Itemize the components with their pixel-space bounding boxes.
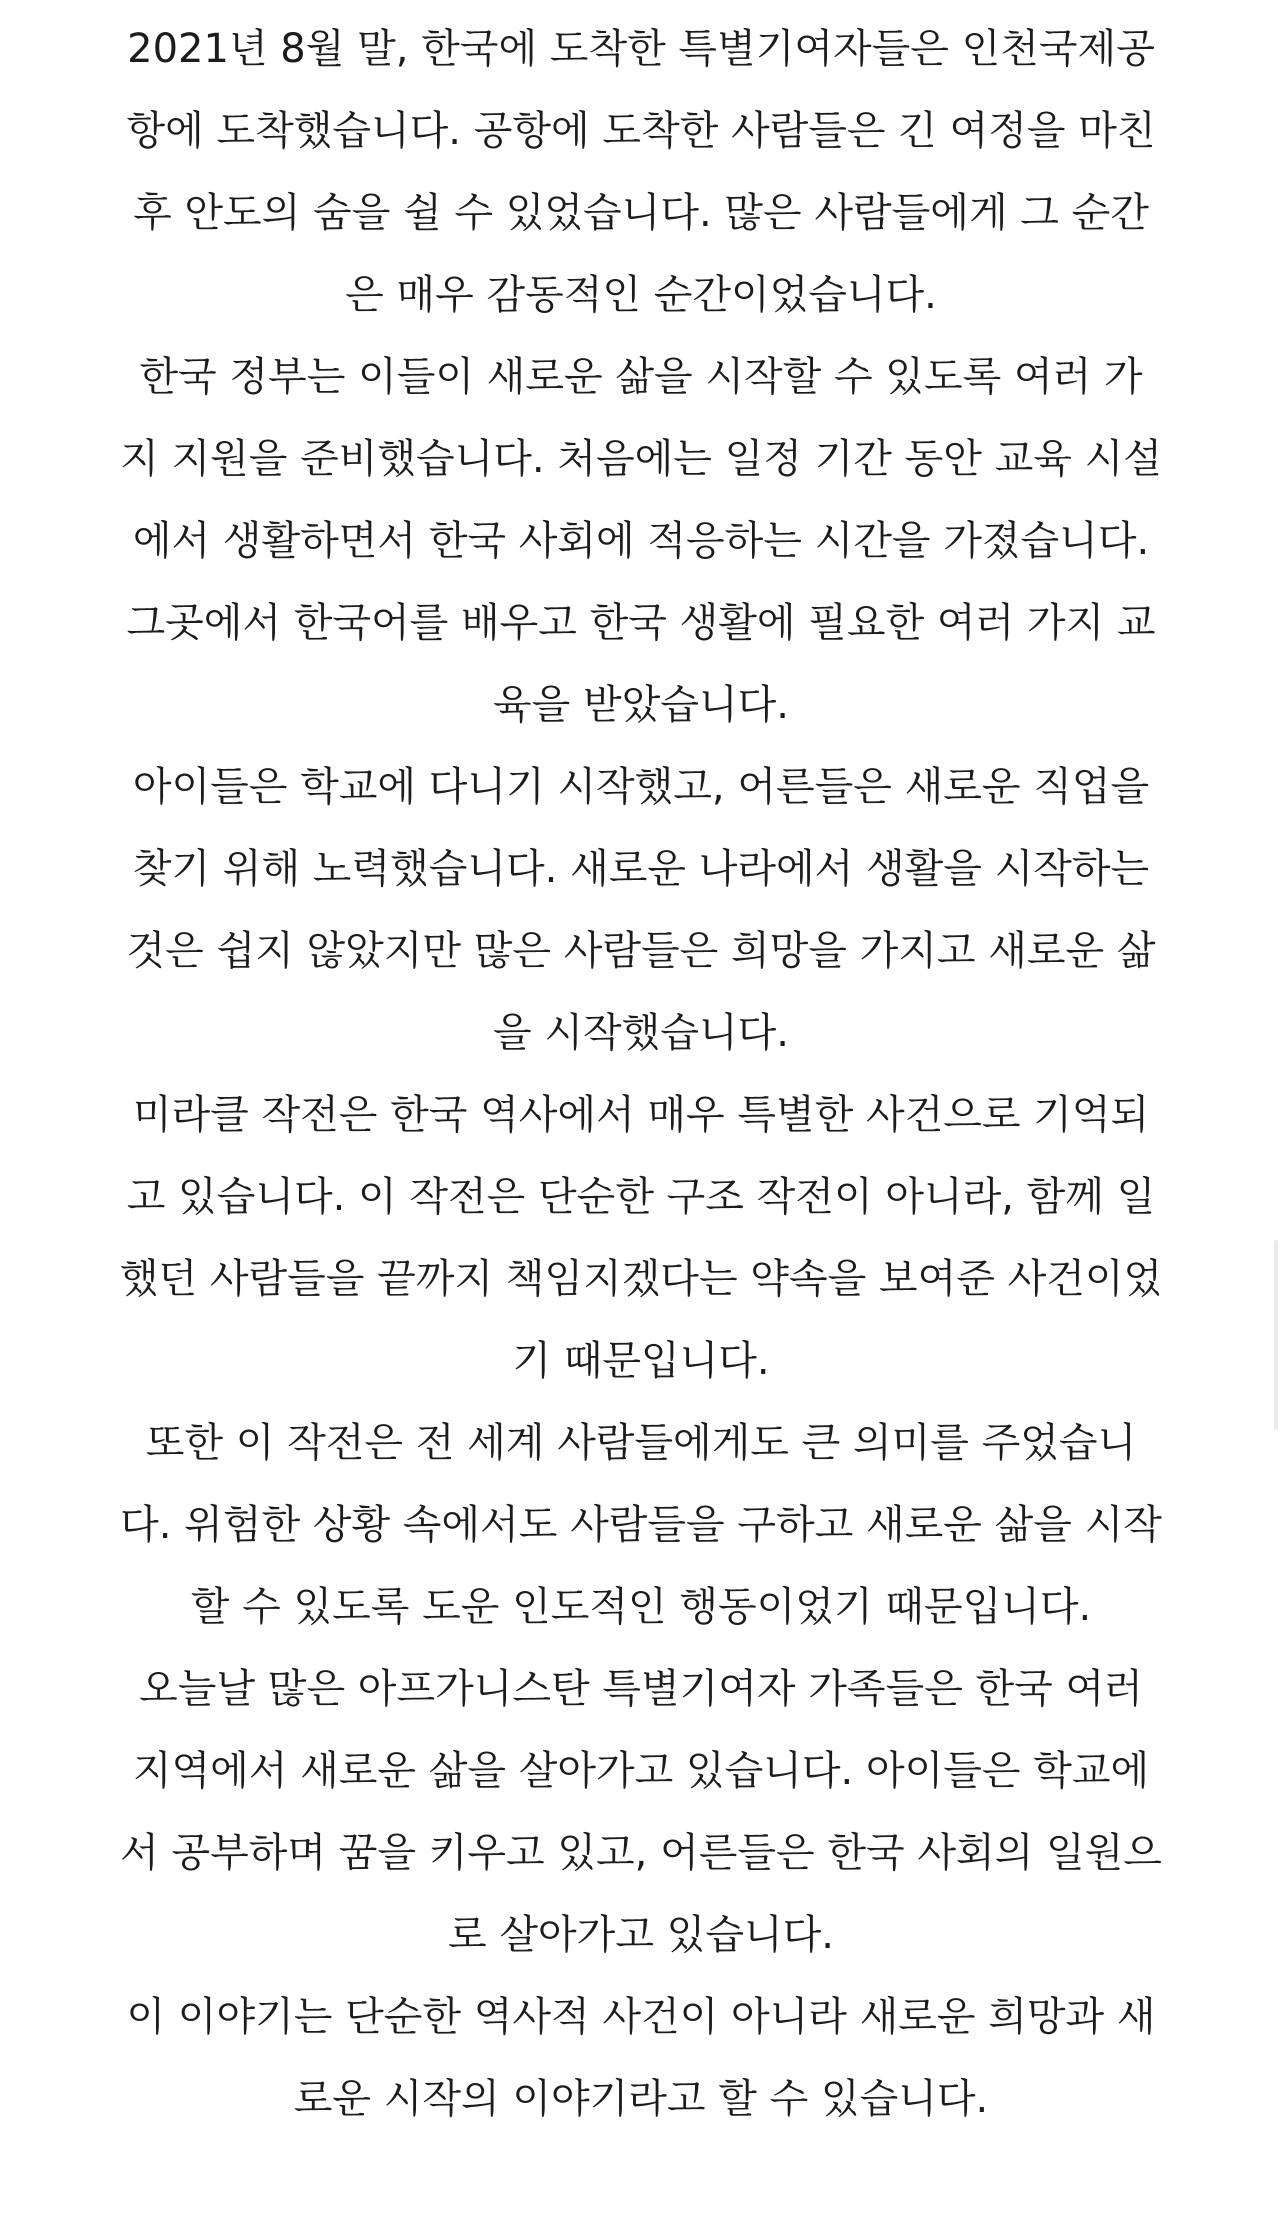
paragraph bbox=[54, 336, 1228, 746]
paragraph-line: 지 지원을 준비했습니다. 처음에는 일정 기간 동안 교육 시설 bbox=[120, 436, 1162, 482]
paragraph-line: 이 이야기는 단순한 역사적 사건이 아니라 새로운 희망과 새 bbox=[126, 1994, 1156, 2040]
paragraph-line: 서 공부하며 꿈을 키우고 있고, 어른들은 한국 사회의 일원으 bbox=[120, 1830, 1162, 1876]
paragraph-line: 그곳에서 한국어를 배우고 한국 생활에 필요한 여러 가지 교 bbox=[126, 600, 1156, 646]
paragraph-line: 했던 사람들을 끝까지 책임지겠다는 약속을 보여준 사건이었 bbox=[119, 1256, 1163, 1302]
paragraph-line: 항에 도착했습니다. 공항에 도착한 사람들은 긴 여정을 마친 bbox=[126, 108, 1156, 154]
paragraph-line: 미라클 작전은 한국 역사에서 매우 특별한 사건으로 기억되 bbox=[132, 1092, 1150, 1138]
paragraph-line: 을 시작했습니다. bbox=[493, 1010, 789, 1056]
paragraph bbox=[54, 1648, 1228, 1976]
paragraph-line: 한국 정부는 이들이 새로운 삶을 시작할 수 있도록 여러 가 bbox=[139, 354, 1143, 400]
paragraph-line: 로 살아가고 있습니다. bbox=[448, 1912, 834, 1958]
paragraph-line: 기 때문입니다. bbox=[512, 1338, 770, 1384]
paragraph-line: 다. 위험한 상황 속에서도 사람들을 구하고 새로운 삶을 시작 bbox=[120, 1502, 1162, 1548]
paragraph-line: 육을 받았습니다. bbox=[493, 682, 789, 728]
paragraph bbox=[54, 746, 1228, 1074]
paragraph-line: 후 안도의 숨을 쉴 수 있었습니다. 많은 사람들에게 그 순간 bbox=[133, 190, 1149, 236]
scrollbar-thumb[interactable] bbox=[1274, 1240, 1278, 1430]
paragraph-line: 오늘날 많은 아프가니스탄 특별기여자 가족들은 한국 여러 bbox=[139, 1666, 1143, 1712]
paragraph-line: 또한 이 작전은 전 세계 사람들에게도 큰 의미를 주었습니 bbox=[145, 1420, 1137, 1466]
paragraph bbox=[54, 1074, 1228, 1402]
paragraph bbox=[54, 8, 1228, 336]
paragraph-line: 에서 생활하면서 한국 사회에 적응하는 시간을 가졌습니다. bbox=[132, 518, 1150, 564]
paragraph bbox=[54, 1402, 1228, 1648]
paragraph-line: 2021년 8월 말, 한국에 도착한 특별기여자들은 인천국제공 bbox=[127, 26, 1155, 72]
paragraph-line: 고 있습니다. 이 작전은 단순한 구조 작전이 아니라, 함께 일 bbox=[126, 1174, 1156, 1220]
paragraph-line: 것은 쉽지 않았지만 많은 사람들은 희망을 가지고 새로운 삶 bbox=[126, 928, 1156, 974]
paragraph-line: 로운 시작의 이야기라고 할 수 있습니다. bbox=[293, 2076, 989, 2122]
paragraph-line: 찾기 위해 노력했습니다. 새로운 나라에서 생활을 시작하는 bbox=[132, 846, 1150, 892]
paragraph-line: 할 수 있도록 도운 인도적인 행동이었기 때문입니다. bbox=[190, 1584, 1092, 1630]
paragraph-line: 아이들은 학교에 다니기 시작했고, 어른들은 새로운 직업을 bbox=[132, 764, 1150, 810]
paragraph bbox=[54, 1976, 1228, 2140]
paragraph-line: 지역에서 새로운 삶을 살아가고 있습니다. 아이들은 학교에 bbox=[132, 1748, 1150, 1794]
paragraph-line: 은 매우 감동적인 순간이었습니다. bbox=[345, 272, 937, 318]
